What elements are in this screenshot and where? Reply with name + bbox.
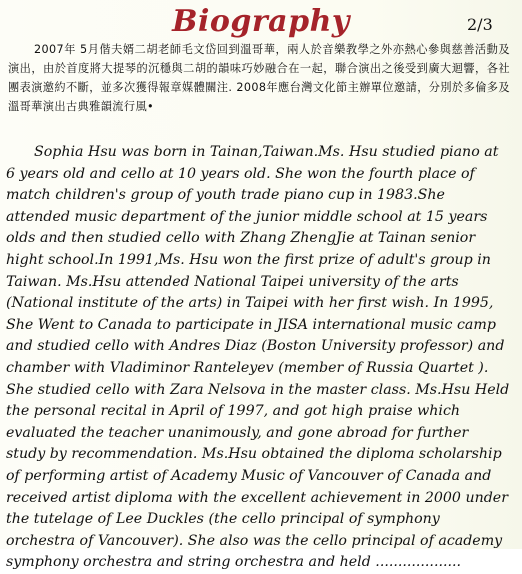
english-paragraph: Sophia Hsu was born in Tainan,Taiwan.Ms. Hsu studied piano at 6 years old and cello at 10 years old. She won the fourth place of match children's group of youth trade piano cup in 1983.She attended music department of the junior middle school at 15 years olds and then studied cello with Zhang ZhengJie at Tainan senior hight school.In 1991,Ms. Hsu won the first prize of adult's group in Taiwan. Ms.Hsu attended National Taipei university of the arts (National institute of the arts) in Taipei with her first wish. In 1995, She Went to Canada to participate in JISA international music camp and studied cello with Andres Diaz (Boston University professor) and chamber with Vladiminor Ranteleyev (member of Russia Quartet ). She studied cello with Zara Nelsova in the master class. Ms.Hsu Held the personal recital in April of 1997, and got high praise which evaluated the teacher unanimously, and gone abroad for further study by recommendation. Ms.Hsu obtained the diploma scholarship of performing artist of Academy Music of Vancouver of Canada and received artist diploma with the excellent achievement in 2000 under the tutelage of Lee Duckles (the cello principal of symphony orchestra of Vancouver). She also was the cello principal of academy symphony orchestra and string orchestra and held ................... — [6, 144, 510, 571]
page-title: Biography — [172, 4, 350, 39]
page-number: 2/3 — [467, 15, 493, 34]
chinese-paragraph: 2007年 5月偕夫婿二胡老師毛文岱回到溫哥華，兩人於音樂教學之外亦熱心參與慈善活動及演出，由於首度將大提琴的沉穩與二胡的韻味巧妙融合在一起，聯合演出之後受到廣大迴響，各社團表演邀約不斷，並多次獲得報章媒體關注. 2008年應台灣文化節主辦單位邀請，分別於多倫多及溫哥華演出古典雅韻流行風• — [8, 43, 510, 113]
